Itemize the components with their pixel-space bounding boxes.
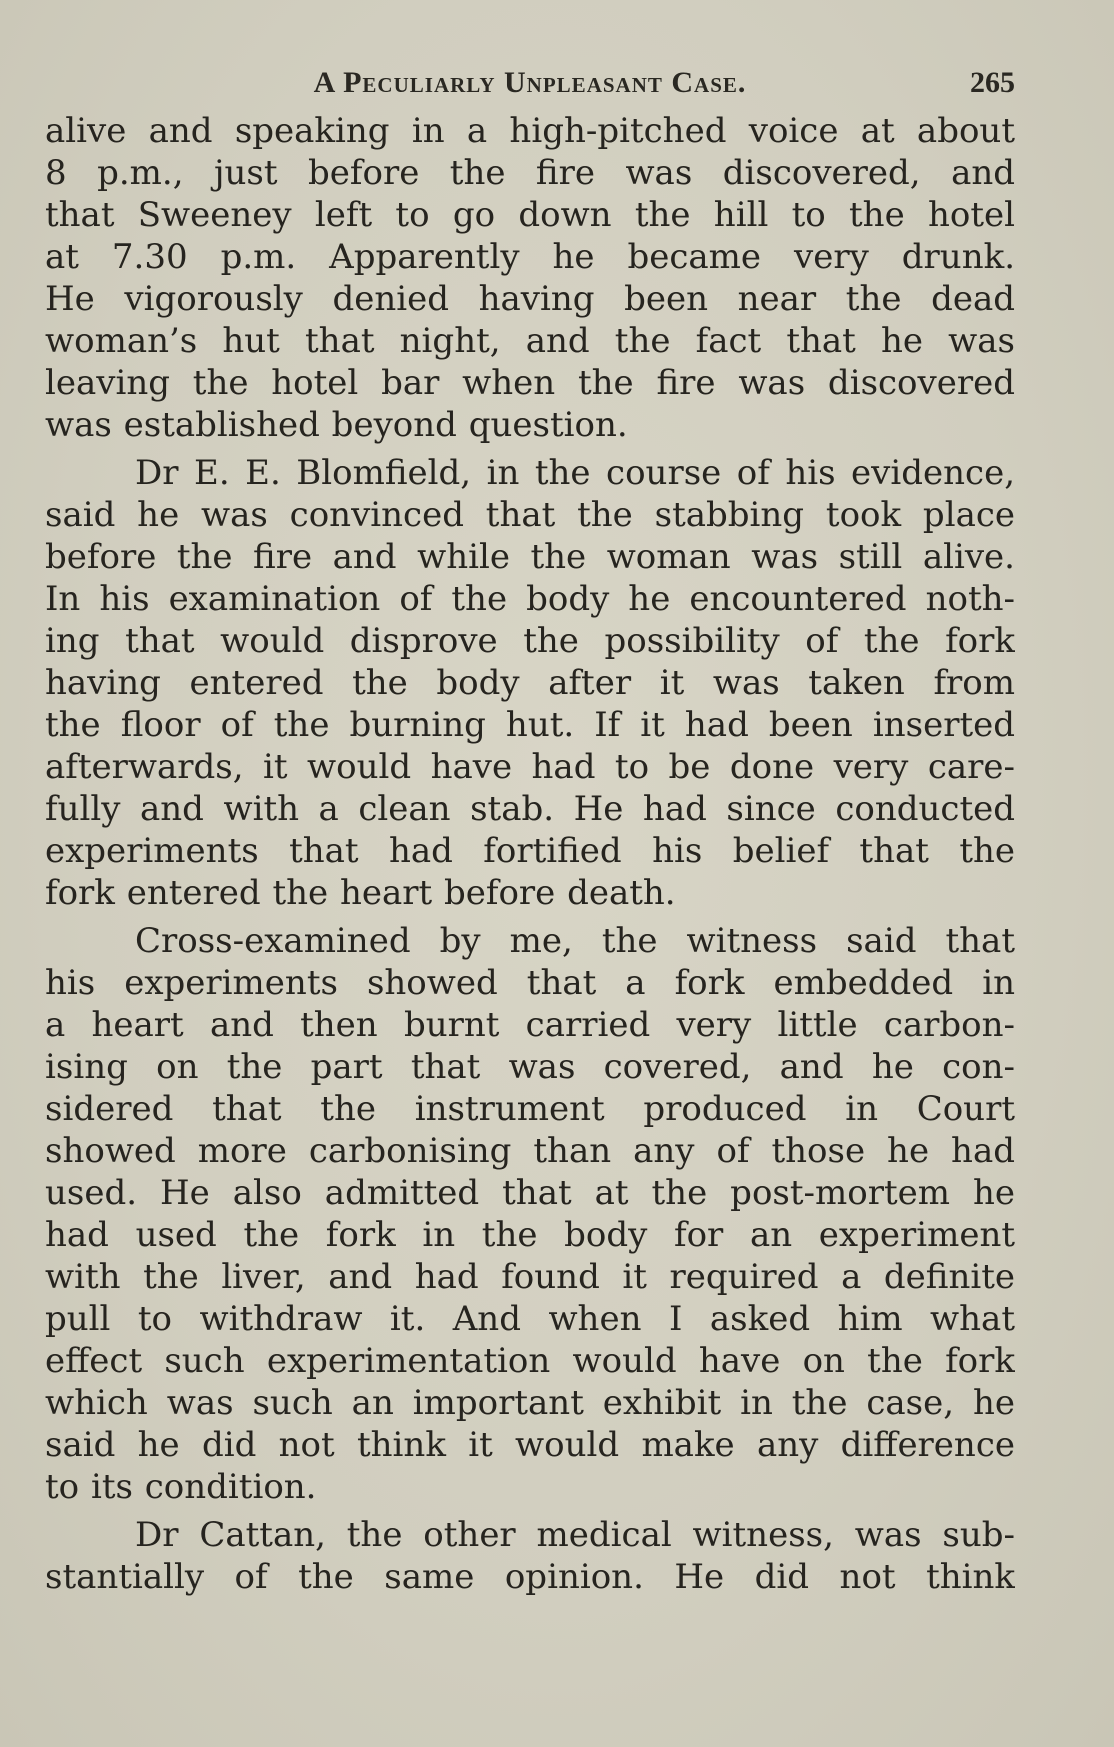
text-line: before the fire and while the woman was still alive.	[45, 537, 1015, 577]
book-page	[45, 60, 1015, 1604]
text-line: 8 p.m., just before the fire was discovered, and	[45, 153, 1015, 193]
page-number: 265	[970, 66, 1015, 99]
paragraph	[45, 452, 1015, 914]
text-line: In his examination of the body he encountered noth-	[45, 579, 1015, 619]
text-line: leaving the hotel bar when the fire was discovered	[45, 363, 1015, 403]
text-line: Dr Cattan, the other medical witness, was sub-	[135, 1515, 1015, 1555]
text-line: Dr E. E. Blomfield, in the course of his evidence,	[135, 453, 1015, 493]
text-line: sidered that the instrument produced in Court	[45, 1089, 1015, 1129]
text-line: effect such experimentation would have on the fork	[45, 1341, 1015, 1381]
text-line: was established beyond question.	[45, 405, 628, 445]
text-line: woman’s hut that night, and the fact that he was	[45, 321, 1015, 361]
text-line: ising on the part that was covered, and he con-	[45, 1047, 1015, 1087]
text-line: said he did not think it would make any difference	[45, 1425, 1015, 1465]
text-line: said he was convinced that the stabbing took place	[45, 495, 1015, 535]
text-line: He vigorously denied having been near the dead	[45, 279, 1015, 319]
text-line: experiments that had fortified his belief that the	[45, 831, 1015, 871]
body-text	[45, 110, 1015, 1598]
text-line: to its condition.	[45, 1467, 317, 1507]
paragraph	[45, 920, 1015, 1508]
text-line: showed more carbonising than any of those he had	[45, 1131, 1015, 1171]
text-line: pull to withdraw it. And when I asked him what	[45, 1299, 1015, 1339]
text-line: used. He also admitted that at the post-mortem he	[45, 1173, 1015, 1213]
text-line: that Sweeney left to go down the hill to the hotel	[45, 195, 1015, 235]
paragraph	[45, 1514, 1015, 1598]
text-line: which was such an important exhibit in the case, he	[45, 1383, 1015, 1423]
text-line: with the liver, and had found it required a definite	[45, 1257, 1015, 1297]
text-line: stantially of the same opinion. He did not think	[45, 1557, 1015, 1597]
text-line: fully and with a clean stab. He had since conducted	[45, 789, 1015, 829]
running-head	[45, 60, 1015, 110]
text-line: at 7.30 p.m. Apparently he became very drunk.	[45, 237, 1015, 277]
text-line: had used the fork in the body for an experiment	[45, 1215, 1015, 1255]
text-line: alive and speaking in a high-pitched voice at about	[45, 111, 1015, 151]
paragraph	[45, 110, 1015, 446]
running-title: A Peculiarly Unpleasant Case.	[313, 66, 747, 99]
text-line: a heart and then burnt carried very little carbon-	[45, 1005, 1015, 1045]
text-line: the floor of the burning hut. If it had been inserted	[45, 705, 1015, 745]
text-line: afterwards, it would have had to be done very care-	[45, 747, 1015, 787]
text-line: Cross-examined by me, the witness said that	[135, 921, 1015, 961]
text-line: his experiments showed that a fork embedded in	[45, 963, 1015, 1003]
text-line: having entered the body after it was taken from	[45, 663, 1015, 703]
text-line: fork entered the heart before death.	[45, 873, 676, 913]
text-line: ing that would disprove the possibility of the fork	[45, 621, 1015, 661]
